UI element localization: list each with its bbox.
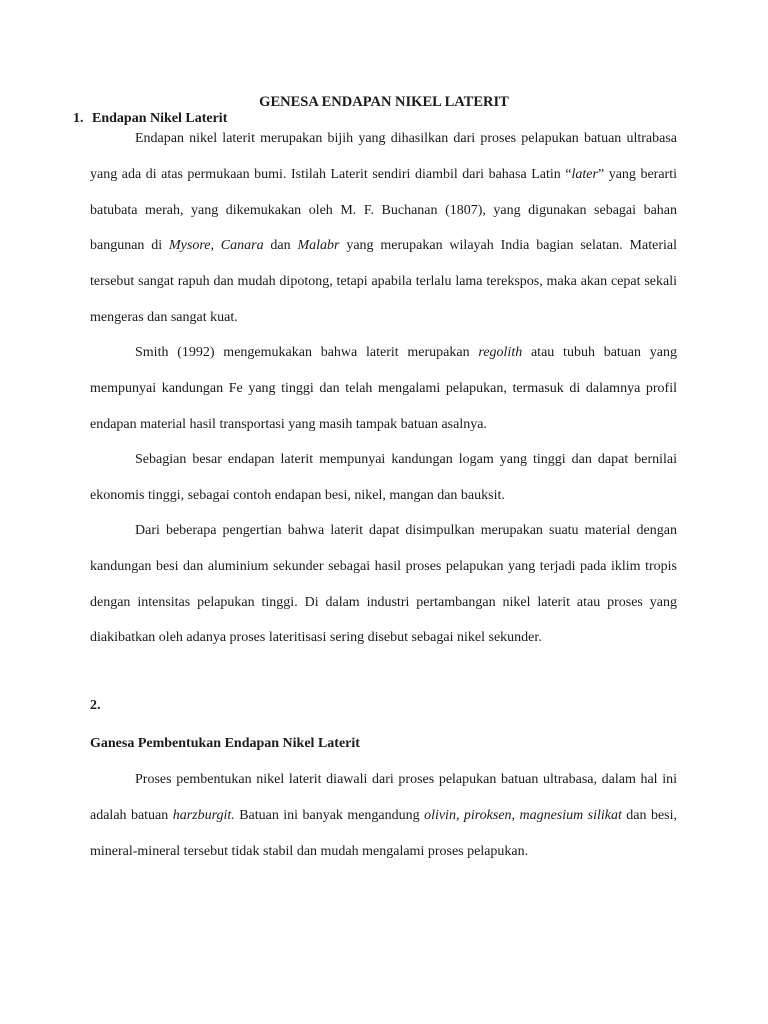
- paragraph-text: dan: [263, 238, 298, 254]
- section-1-paragraph-2: [90, 335, 677, 442]
- section-1-heading-text: Endapan Nikel Laterit: [92, 111, 228, 126]
- paragraph-text: Smith (1992) mengemukakan bahwa laterit merupakan: [135, 345, 479, 360]
- section-1-paragraph-3: Sebagian besar endapan laterit mempunyai kandungan logam yang tinggi dan dapat bernilai ekonomis tinggi, sebagai contoh endapan besi, nikel, mangan dan bauksit.: [90, 452, 677, 503]
- section-2-heading: Ganesa Pembentukan Endapan Nikel Laterit: [90, 736, 360, 751]
- section-1-paragraph-1: [90, 121, 677, 336]
- paragraph-text: Endapan nikel laterit merupakan bijih yang dihasilkan dari proses pelapukan batuan ultrabasa yang ada di atas permukaan bumi. Istilah Laterit sendiri diambil dari bahasa Latin “: [90, 131, 677, 182]
- paragraph-text: yang merupakan wilayah India bagian selatan. Material tersebut sangat rapuh dan mudah dipotong, tetapi apabila terlalu lama terekspos, maka akan cepat sekali mengeras dan sangat kuat.: [90, 238, 677, 325]
- italic-term: later: [571, 166, 598, 182]
- italic-term: olivin, piroksen, magnesium silikat: [424, 807, 622, 823]
- italic-term: regolith: [478, 345, 523, 360]
- paragraph-text: Proses pembentukan nikel laterit diawali dari proses pelapukan batuan ultrabasa, dalam hal ini adalah batuan: [90, 772, 677, 823]
- section-1-number: 1.: [73, 111, 84, 126]
- paragraph-text: ” yang berarti batubata merah, yang dikemukakan oleh M. F. Buchanan (1807), yang digunakan sebagai bahan bangunan di: [90, 166, 677, 254]
- section-2-number: 2.: [90, 698, 101, 713]
- paragraph-text: atau tubuh batuan yang mempunyai kandungan Fe yang tinggi dan telah mengalami pelapukan, termasuk di dalamnya profil endapan material hasil transportasi yang masih tampak batuan asalnya.: [90, 345, 677, 432]
- italic-term: harzburgit.: [172, 807, 235, 823]
- paragraph-text: dan besi, mineral-mineral tersebut tidak stabil dan mudah mengalami proses pelapukan.: [90, 807, 677, 859]
- paragraph-text: Batuan ini banyak mengandung: [234, 807, 425, 823]
- section-1-paragraph-4: Dari beberapa pengertian bahwa laterit dapat disimpulkan merupakan suatu material dengan kandungan besi dan aluminium sekunder sebagai hasil proses pelapukan yang terjadi pada iklim tropis dengan intensitas pelapukan tinggi. Di dalam industri pertambangan nikel laterit atau proses yang diakibatkan oleh adanya proses lateritisasi sering disebut sebagai nikel sekunder.: [90, 523, 677, 646]
- italic-term: Mysore, Canara: [169, 238, 264, 254]
- section-2-paragraph-1: [90, 762, 677, 869]
- document-title: GENESA ENDAPAN NIKEL LATERIT: [259, 94, 509, 110]
- italic-term: Malabr: [297, 238, 340, 254]
